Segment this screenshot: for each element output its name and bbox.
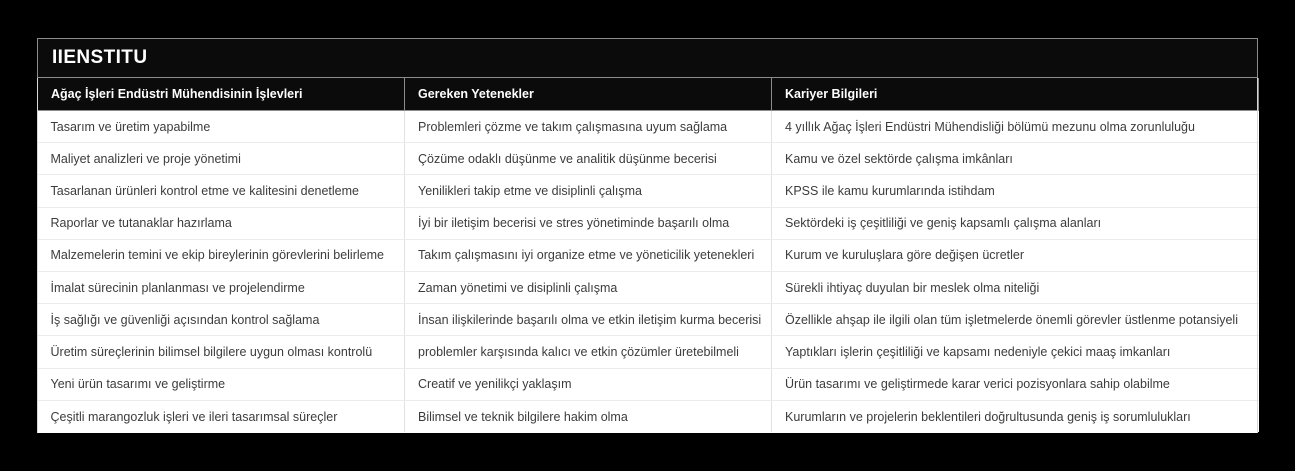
table-row xyxy=(38,175,1259,207)
cell-functions: Malzemelerin temini ve ekip bireylerinin görevlerini belirleme xyxy=(38,239,405,271)
cell-functions: Raporlar ve tutanaklar hazırlama xyxy=(38,207,405,239)
cell-career: KPSS ile kamu kurumlarında istihdam xyxy=(772,175,1259,207)
cell-functions: Çeşitli marangozluk işleri ve ileri tasarımsal süreçler xyxy=(38,400,405,432)
table-body xyxy=(38,111,1259,433)
cell-career: Özellikle ahşap ile ilgili olan tüm işletmelerde önemli görevler üstlenme potansiyeli xyxy=(772,304,1259,336)
cell-functions: Tasarım ve üretim yapabilme xyxy=(38,111,405,143)
column-header-functions: Ağaç İşleri Endüstri Mühendisinin İşlevleri xyxy=(38,78,405,111)
table-row xyxy=(38,271,1259,303)
table-row xyxy=(38,111,1259,143)
table-card xyxy=(37,38,1258,433)
cell-skills: Creatif ve yenilikçi yaklaşım xyxy=(405,368,772,400)
cell-functions: Tasarlanan ürünleri kontrol etme ve kalitesini denetleme xyxy=(38,175,405,207)
cell-skills: Takım çalışmasını iyi organize etme ve yöneticilik yetenekleri xyxy=(405,239,772,271)
table-row xyxy=(38,207,1259,239)
header-row xyxy=(38,78,1259,111)
cell-functions: Üretim süreçlerinin bilimsel bilgilere uygun olması kontrolü xyxy=(38,336,405,368)
table-row xyxy=(38,143,1259,175)
table-row xyxy=(38,400,1259,432)
column-header-career: Kariyer Bilgileri xyxy=(772,78,1259,111)
cell-career: Sektördeki iş çeşitliliği ve geniş kapsamlı çalışma alanları xyxy=(772,207,1259,239)
cell-career: 4 yıllık Ağaç İşleri Endüstri Mühendisliği bölümü mezunu olma zorunluluğu xyxy=(772,111,1259,143)
cell-skills: Bilimsel ve teknik bilgilere hakim olma xyxy=(405,400,772,432)
table-row xyxy=(38,336,1259,368)
table-right-rule xyxy=(1257,78,1258,433)
cell-skills: Problemleri çözme ve takım çalışmasına uyum sağlama xyxy=(405,111,772,143)
table-row xyxy=(38,368,1259,400)
cell-functions: Maliyet analizleri ve proje yönetimi xyxy=(38,143,405,175)
table-left-rule xyxy=(37,78,38,433)
table-row xyxy=(38,239,1259,271)
cell-career: Ürün tasarımı ve geliştirmede karar verici pozisyonlara sahip olabilme xyxy=(772,368,1259,400)
cell-career: Kamu ve özel sektörde çalışma imkânları xyxy=(772,143,1259,175)
cell-career: Yaptıkları işlerin çeşitliliği ve kapsamı nedeniyle çekici maaş imkanları xyxy=(772,336,1259,368)
cell-functions: İş sağlığı ve güvenliği açısından kontrol sağlama xyxy=(38,304,405,336)
cell-skills: Zaman yönetimi ve disiplinli çalışma xyxy=(405,271,772,303)
cell-skills: Çözüme odaklı düşünme ve analitik düşünme becerisi xyxy=(405,143,772,175)
cell-skills: Yenilikleri takip etme ve disiplinli çalışma xyxy=(405,175,772,207)
brand-title-bar xyxy=(37,38,1258,78)
cell-functions: Yeni ürün tasarımı ve geliştirme xyxy=(38,368,405,400)
column-header-skills: Gereken Yetenekler xyxy=(405,78,772,111)
cell-skills: problemler karşısında kalıcı ve etkin çözümler üretebilmeli xyxy=(405,336,772,368)
table-header xyxy=(38,78,1259,111)
info-table xyxy=(37,78,1259,432)
cell-skills: İnsan ilişkilerinde başarılı olma ve etkin iletişim kurma becerisi xyxy=(405,304,772,336)
cell-functions: İmalat sürecinin planlanması ve projelendirme xyxy=(38,271,405,303)
cell-career: Kurumların ve projelerin beklentileri doğrultusunda geniş iş sorumlulukları xyxy=(772,400,1259,432)
cell-skills: İyi bir iletişim becerisi ve stres yönetiminde başarılı olma xyxy=(405,207,772,239)
cell-career: Kurum ve kuruluşlara göre değişen ücretler xyxy=(772,239,1259,271)
cell-career: Sürekli ihtiyaç duyulan bir meslek olma niteliği xyxy=(772,271,1259,303)
brand-title: IIENSTITU xyxy=(52,47,148,68)
table-row xyxy=(38,304,1259,336)
